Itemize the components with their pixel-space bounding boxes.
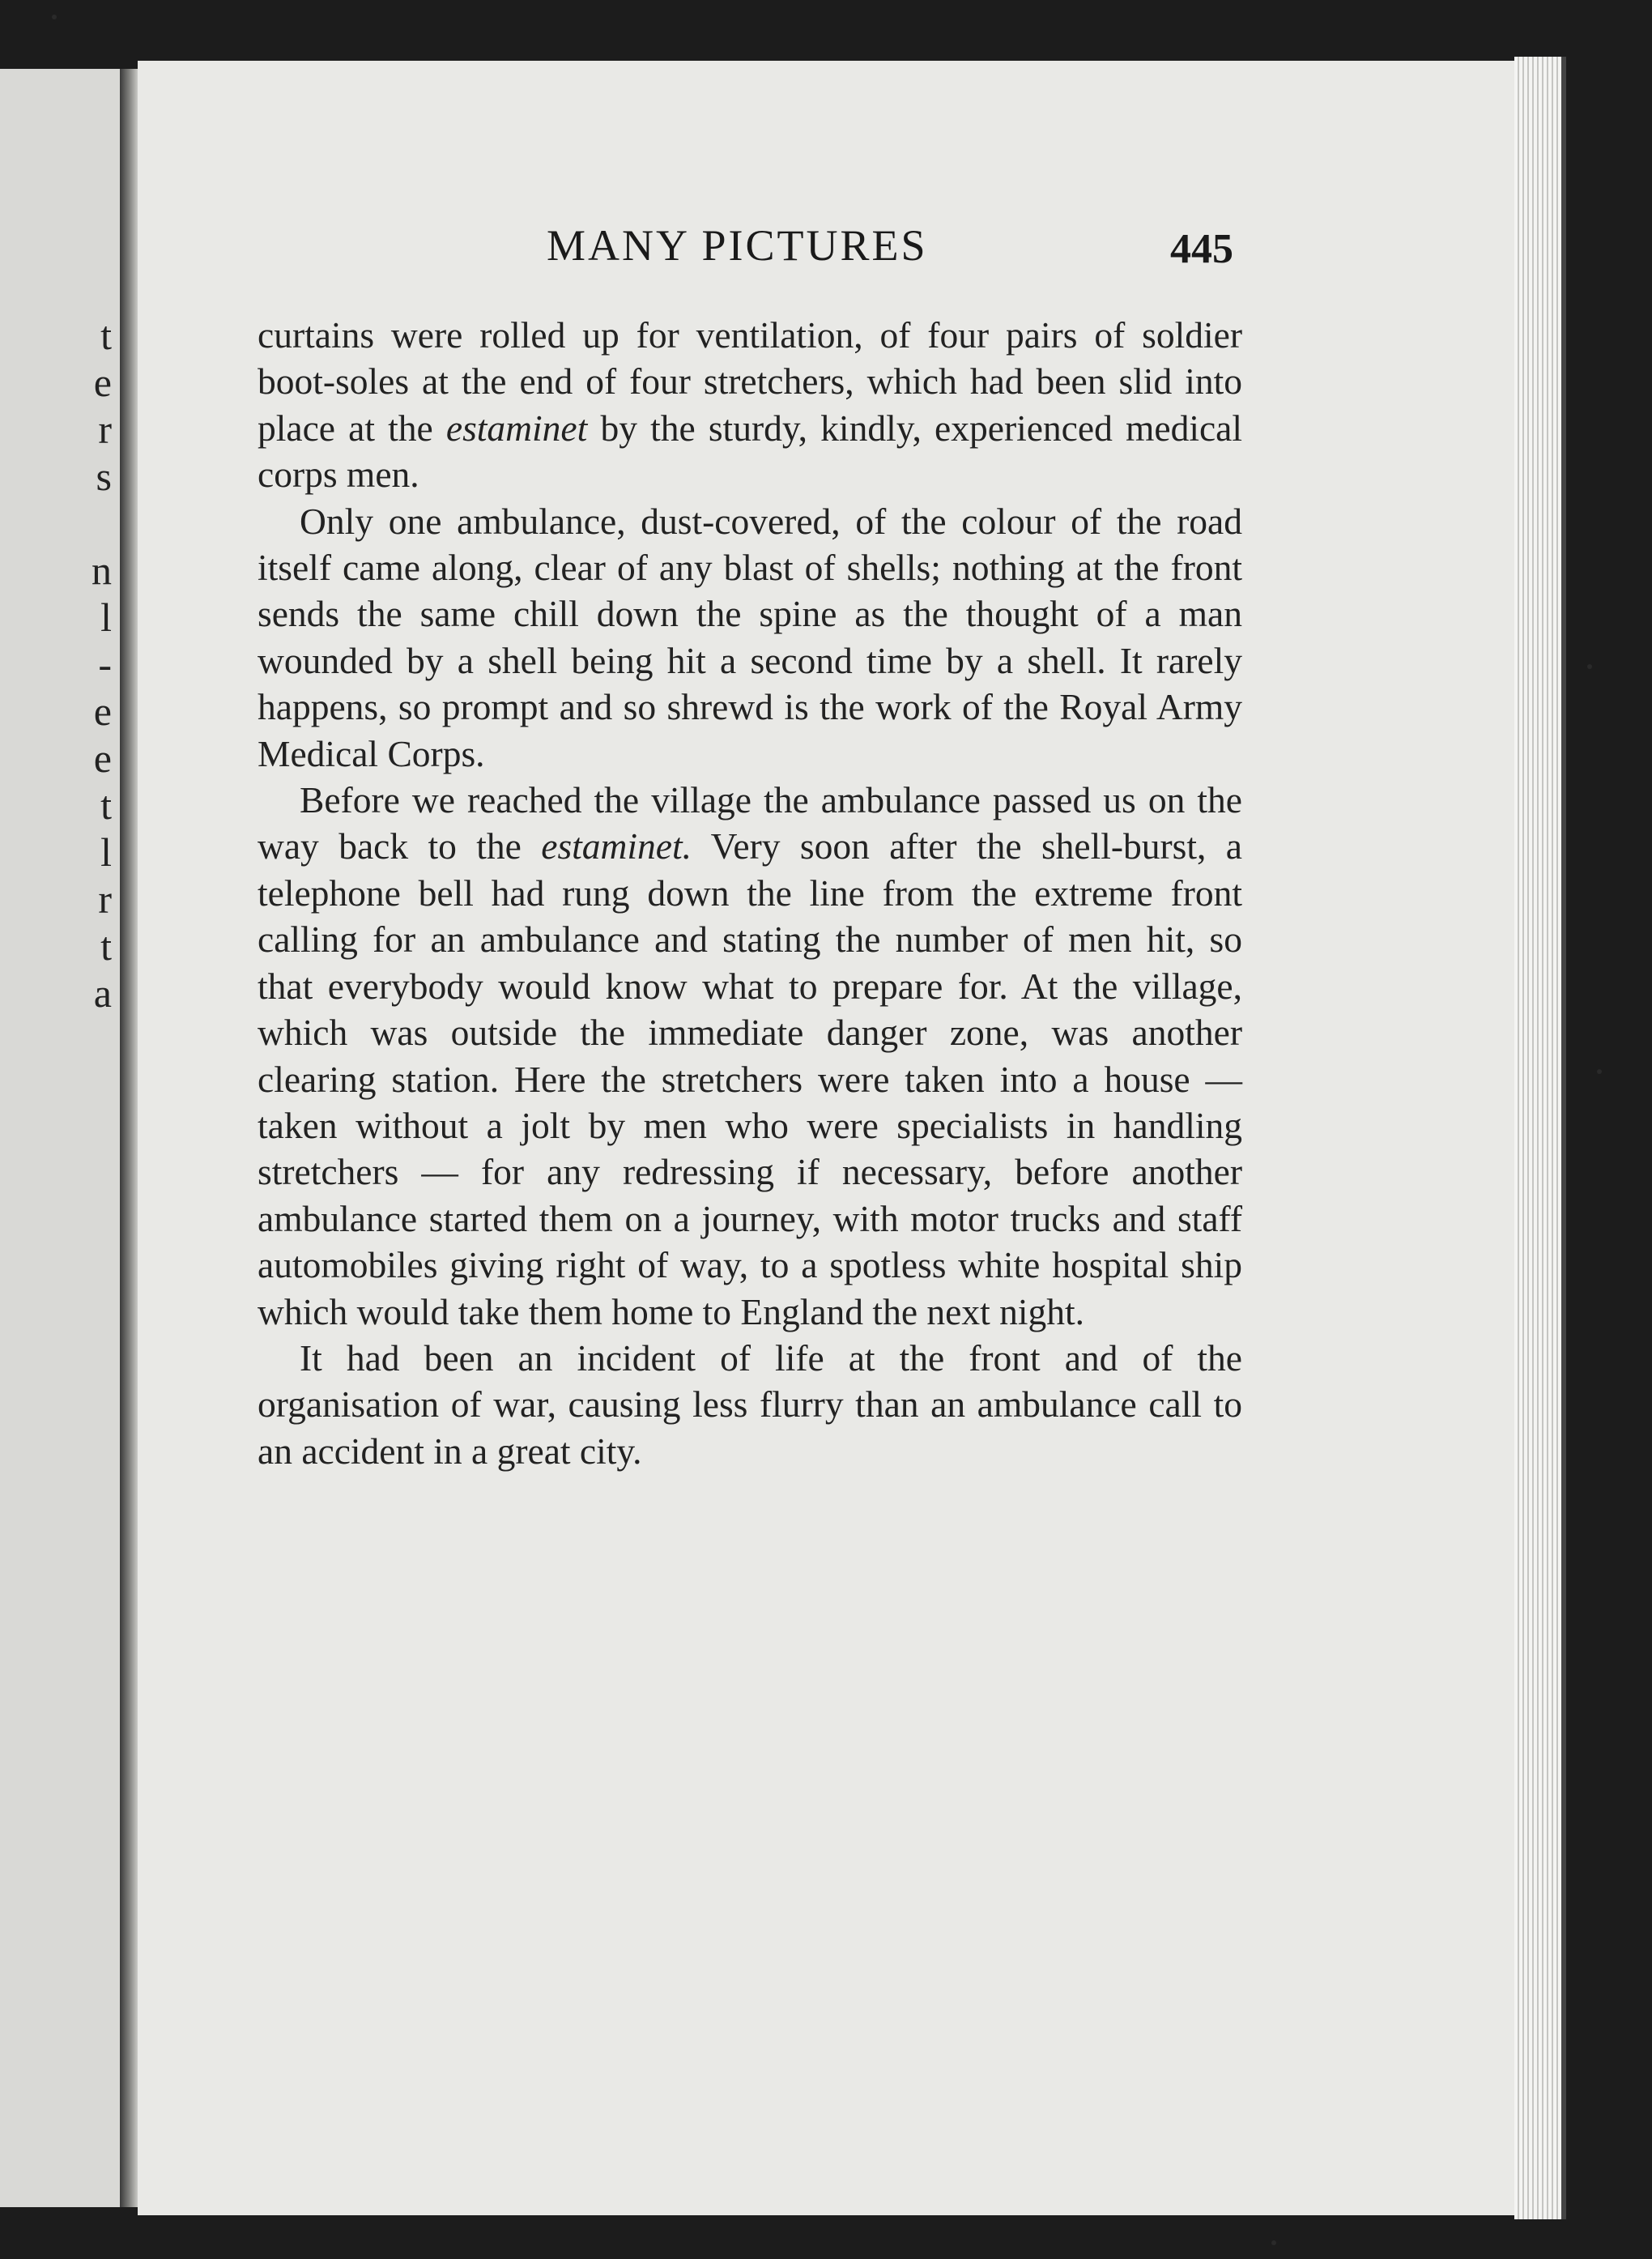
body-text — [258, 312, 1242, 1474]
edge-letter: r — [98, 407, 112, 452]
edge-letter: e — [93, 688, 112, 734]
edge-letter: e — [93, 735, 112, 781]
left-page-fragment — [0, 69, 125, 2207]
italic-text: estaminet — [445, 407, 588, 449]
paragraph-text: Before we reached the village the ambulance passed us on the way back to the — [258, 779, 1242, 867]
page-number: 445 — [1170, 226, 1233, 272]
paragraph-p1 — [258, 312, 1242, 498]
paragraph-text: Only one ambulance, dust-covered, of the colour of the road itself came along, clear of any blast of shells; nothing at the front sends the same chill down the spine as the thought of a man wounded by a shell being hit a second time by a shell. It rarely happens, so prompt and so shrewd is the work of the Royal Army Medical Corps. — [258, 500, 1242, 774]
running-head — [138, 220, 1514, 285]
book-gutter — [120, 69, 138, 2207]
edge-letter: l — [100, 829, 112, 875]
page-stack-edges — [1514, 57, 1561, 2219]
edge-letter: t — [100, 923, 112, 969]
edge-letter: t — [100, 313, 112, 358]
dust-speck — [1271, 2240, 1276, 2245]
edge-letter: e — [93, 360, 112, 405]
paragraph-text: curtains were rolled up for ventilation, of four pairs of soldier boot-soles at the end of four stretchers, which had been slid into place at the — [258, 314, 1242, 449]
edge-letter: n — [92, 548, 112, 593]
paragraph-text: It had been an incident of life at the front and of the organisation of war, causing less flurry than an ambulance call to an accident in a great city. — [258, 1336, 1242, 1472]
dust-speck — [52, 15, 57, 19]
italic-text: estaminet. — [541, 825, 692, 867]
edge-letter: r — [98, 876, 112, 922]
left-page-edge-letters — [79, 312, 112, 1017]
edge-letter: a — [93, 970, 112, 1016]
paragraph-text: Very soon after the shell-burst, a telephone bell had rung down the line from the extreme front calling for an ambulance and stating the number of men hit, so that everybody would know what to prepare for. At the village, which was outside the immediate danger zone, was another clearing station. Here the stretchers were taken into a house — taken without a jolt by men who were specialists in handling stretchers — for any redressing if necessary, before another ambulance started them on a journey, with motor trucks and staff automobiles giving right of way, to a spotless white hospital ship which would take them home to England the next night. — [258, 825, 1242, 1332]
edge-letter: s — [96, 454, 112, 499]
running-title: MANY PICTURES — [547, 221, 928, 270]
edge-letter — [79, 500, 112, 547]
edge-letter: t — [100, 782, 112, 828]
paragraph-p2 — [258, 498, 1242, 777]
paragraph-p4 — [258, 1335, 1242, 1474]
dust-speck — [1587, 664, 1592, 669]
dust-speck — [1597, 1069, 1602, 1074]
edge-letter: l — [100, 595, 112, 640]
paragraph-p3 — [258, 777, 1242, 1335]
paragraph-text: by the sturdy, kindly, experienced medical corps men. — [258, 407, 1242, 496]
edge-letter: - — [98, 641, 112, 687]
